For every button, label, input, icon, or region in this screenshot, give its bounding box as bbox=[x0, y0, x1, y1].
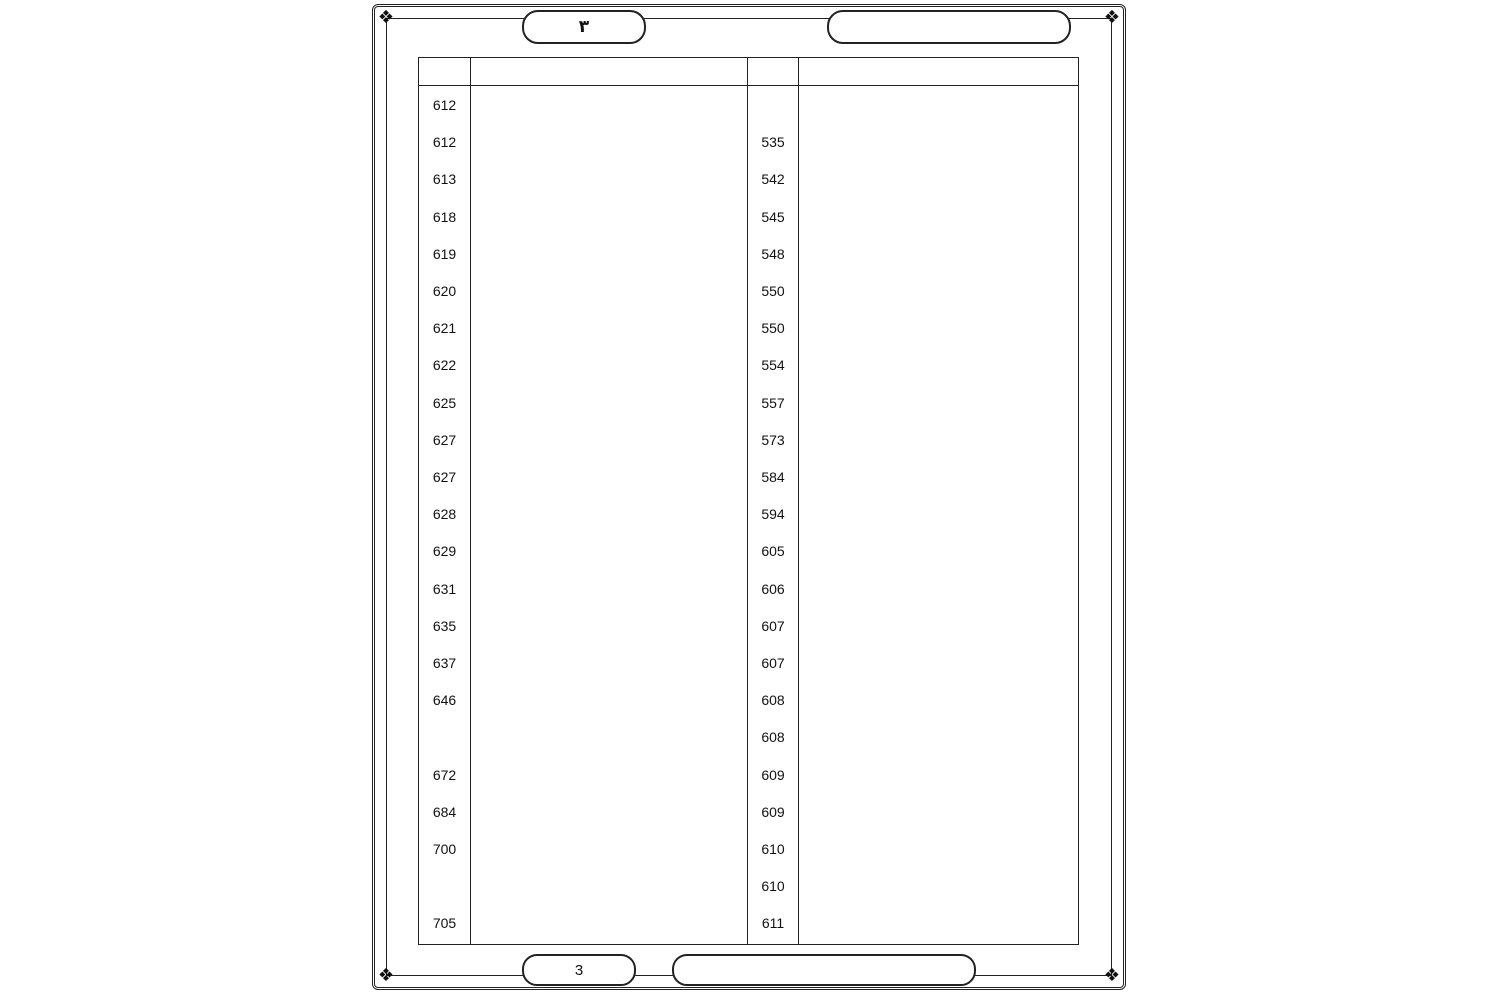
left-entry-title[interactable] bbox=[475, 161, 743, 198]
left-entry-title[interactable] bbox=[475, 310, 743, 347]
left-entry-title[interactable] bbox=[475, 533, 743, 570]
section-heading[interactable] bbox=[475, 831, 743, 868]
publisher-credit bbox=[672, 954, 976, 986]
left-entry-title[interactable] bbox=[475, 273, 743, 310]
right-entry-title[interactable] bbox=[801, 385, 1071, 422]
table-row bbox=[419, 236, 1078, 273]
left-entry-page: 629 bbox=[432, 543, 457, 560]
right-entry-page bbox=[748, 87, 798, 124]
table-row bbox=[419, 496, 1078, 533]
left-entry-title[interactable] bbox=[475, 794, 743, 831]
right-entry-page: 550 bbox=[761, 283, 785, 299]
corner-ornament-icon: ❖ bbox=[377, 7, 395, 28]
left-entry-page: 672 bbox=[432, 766, 457, 783]
right-entry-title[interactable] bbox=[801, 682, 1071, 719]
right-entry-page: 542 bbox=[761, 171, 785, 188]
right-entry-page: 608 bbox=[761, 692, 785, 709]
table-row bbox=[419, 422, 1078, 459]
right-entry-page: 610 bbox=[761, 841, 785, 857]
table-row bbox=[419, 199, 1078, 236]
table-row bbox=[419, 310, 1078, 347]
right-entry-title[interactable] bbox=[801, 347, 1071, 384]
table-row bbox=[419, 533, 1078, 570]
right-entry-page: 611 bbox=[761, 915, 785, 932]
right-entry-title[interactable] bbox=[801, 719, 1071, 756]
book-title bbox=[827, 10, 1071, 44]
left-entry-title[interactable] bbox=[475, 757, 743, 794]
right-entry-page: 545 bbox=[761, 208, 785, 225]
right-entry-page: 609 bbox=[761, 803, 785, 820]
left-entry-page: 635 bbox=[432, 617, 457, 634]
right-entry-title[interactable] bbox=[801, 422, 1071, 459]
table-row bbox=[419, 385, 1078, 422]
right-entry-title[interactable] bbox=[801, 645, 1071, 682]
table-row bbox=[419, 273, 1078, 310]
right-entry-page: 609 bbox=[761, 766, 785, 783]
right-entry-title[interactable] bbox=[801, 794, 1071, 831]
left-entry-title[interactable] bbox=[475, 422, 743, 459]
right-entry-page: 607 bbox=[761, 617, 785, 634]
left-entry-page: 612 bbox=[432, 134, 457, 151]
right-entry-title[interactable] bbox=[801, 273, 1071, 310]
right-page-header bbox=[748, 58, 798, 85]
table-row bbox=[419, 87, 1078, 124]
left-entry-page: 627 bbox=[432, 431, 457, 448]
right-entry-page: 554 bbox=[761, 357, 785, 374]
right-entry-title[interactable] bbox=[801, 868, 1071, 905]
left-entry-title[interactable] bbox=[475, 868, 743, 905]
table-row bbox=[419, 459, 1078, 496]
table-row bbox=[419, 905, 1078, 942]
left-entry-title[interactable] bbox=[475, 199, 743, 236]
right-entry-title[interactable] bbox=[801, 496, 1071, 533]
left-entry-title[interactable] bbox=[475, 459, 743, 496]
table-header-row bbox=[419, 58, 1078, 86]
table-row bbox=[419, 161, 1078, 198]
right-title-header bbox=[799, 58, 1078, 85]
right-entry-title[interactable] bbox=[801, 608, 1071, 645]
table-row bbox=[419, 571, 1078, 608]
right-entry-title[interactable] bbox=[801, 831, 1071, 868]
table-row bbox=[419, 831, 1078, 868]
left-entry-page: 621 bbox=[432, 320, 457, 337]
right-entry-title[interactable] bbox=[801, 533, 1071, 570]
left-entry-title[interactable] bbox=[475, 87, 743, 124]
left-entry-page: 622 bbox=[432, 357, 457, 374]
corner-ornament-icon: ❖ bbox=[1103, 965, 1121, 986]
left-entry-title[interactable] bbox=[475, 385, 743, 422]
right-entry-page: 548 bbox=[761, 245, 785, 262]
right-entry-page: 573 bbox=[761, 431, 785, 448]
table-row bbox=[419, 124, 1078, 161]
right-entry-title[interactable] bbox=[801, 161, 1071, 198]
right-entry-title[interactable] bbox=[801, 87, 1071, 124]
left-entry-title[interactable] bbox=[475, 571, 743, 608]
left-entry-title[interactable] bbox=[475, 682, 743, 719]
right-entry-title[interactable] bbox=[801, 571, 1071, 608]
right-entry-page: 608 bbox=[761, 729, 785, 746]
left-entry-page: 646 bbox=[432, 692, 457, 709]
right-entry-title[interactable] bbox=[801, 905, 1071, 942]
left-entry-title[interactable] bbox=[475, 496, 743, 533]
right-entry-title[interactable] bbox=[801, 459, 1071, 496]
table-row bbox=[419, 645, 1078, 682]
left-entry-page: 612 bbox=[432, 97, 457, 113]
left-entry-title[interactable] bbox=[475, 236, 743, 273]
left-entry-page: 705 bbox=[432, 915, 457, 932]
left-entry-page: 684 bbox=[432, 803, 457, 820]
right-entry-page: 605 bbox=[761, 543, 785, 560]
left-entry-title[interactable] bbox=[475, 347, 743, 384]
table-row bbox=[419, 682, 1078, 719]
left-entry-page bbox=[419, 868, 470, 905]
right-entry-page: 535 bbox=[761, 134, 785, 151]
table-row bbox=[419, 794, 1078, 831]
right-entry-page: 550 bbox=[761, 320, 785, 337]
left-entry-page: 625 bbox=[432, 394, 457, 411]
left-entry-page: 618 bbox=[432, 208, 457, 225]
left-entry-page: 700 bbox=[432, 841, 457, 857]
left-entry-title[interactable] bbox=[475, 124, 743, 161]
right-entry-page: 594 bbox=[761, 506, 785, 523]
section-heading[interactable] bbox=[475, 608, 743, 645]
table-row bbox=[419, 868, 1078, 905]
left-entry-page: 627 bbox=[432, 469, 457, 485]
left-entry-page bbox=[419, 719, 470, 756]
table-row bbox=[419, 608, 1078, 645]
left-entry-page: 619 bbox=[432, 245, 457, 262]
right-entry-page: 557 bbox=[761, 394, 785, 411]
right-entry-page: 584 bbox=[761, 469, 785, 485]
left-entry-page: 637 bbox=[432, 655, 457, 671]
left-entry-page: 628 bbox=[432, 506, 457, 523]
right-entry-page: 610 bbox=[761, 878, 785, 895]
page-number-bottom: 3 bbox=[522, 954, 636, 986]
left-entry-page: 620 bbox=[432, 283, 457, 299]
table-row bbox=[419, 347, 1078, 384]
right-entry-title[interactable] bbox=[801, 757, 1071, 794]
right-entry-title[interactable] bbox=[801, 124, 1071, 161]
corner-ornament-icon: ❖ bbox=[377, 965, 395, 986]
left-entry-title[interactable] bbox=[475, 645, 743, 682]
right-entry-page: 607 bbox=[761, 655, 785, 671]
right-entry-title[interactable] bbox=[801, 236, 1071, 273]
table-of-contents bbox=[418, 57, 1079, 945]
page-number-top: ٣ bbox=[522, 10, 646, 44]
left-entry-title[interactable] bbox=[475, 719, 743, 756]
table-row bbox=[419, 719, 1078, 756]
left-title-header bbox=[471, 58, 747, 85]
left-page-header bbox=[419, 58, 470, 85]
right-entry-title[interactable] bbox=[801, 310, 1071, 347]
table-row bbox=[419, 757, 1078, 794]
left-entry-page: 613 bbox=[432, 171, 457, 188]
right-entry-page: 606 bbox=[761, 580, 785, 597]
corner-ornament-icon: ❖ bbox=[1103, 7, 1121, 28]
left-entry-title[interactable] bbox=[475, 905, 743, 942]
left-entry-page: 631 bbox=[432, 580, 457, 597]
right-entry-title[interactable] bbox=[801, 199, 1071, 236]
